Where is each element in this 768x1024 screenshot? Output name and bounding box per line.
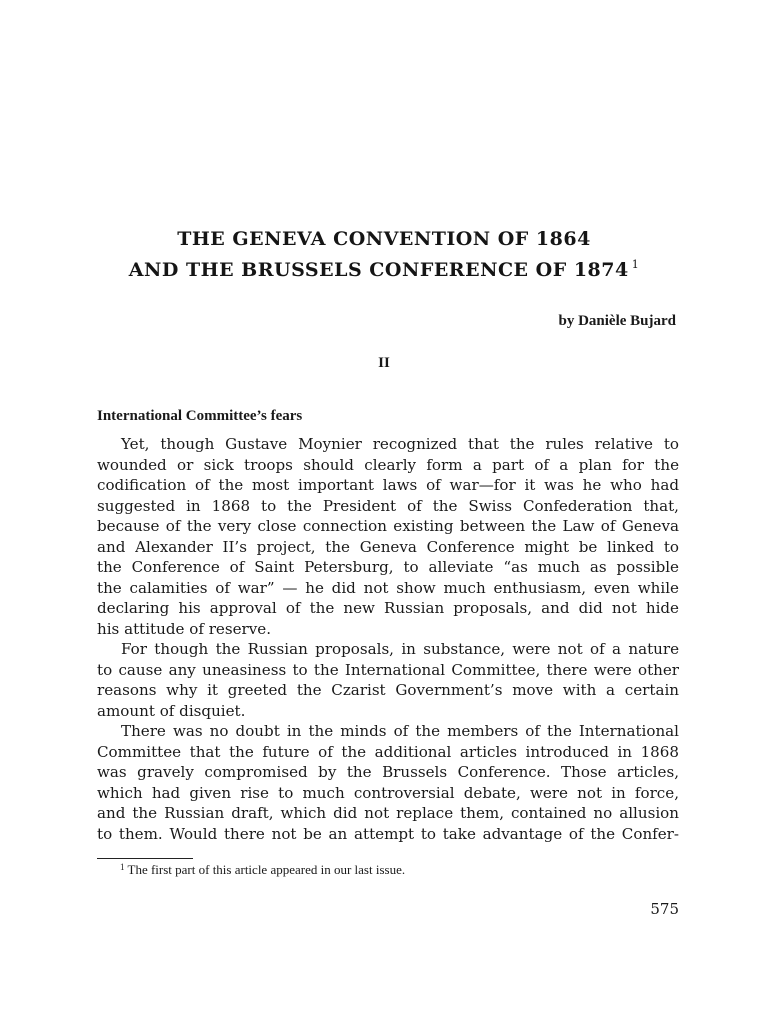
paragraph-2 — [97, 639, 679, 721]
title-footnote-marker: 1 — [631, 258, 640, 271]
paragraph-line: and the Russian draft, which did not replace them, contained no allusion — [97, 804, 679, 822]
paragraph-line: declaring his approval of the new Russian proposals, and did not hide — [97, 599, 679, 617]
title-line-1-text: THE GENEVA CONVENTION OF 1864 — [177, 228, 591, 250]
title-line-2-text: AND THE BRUSSELS CONFERENCE OF 1874 — [128, 259, 629, 281]
paragraph-1 — [97, 434, 679, 639]
paragraph-line: Yet, though Gustave Moynier recognized that the rules relative to — [121, 435, 679, 453]
paragraph-line: was gravely compromised by the Brussels Conference. Those articles, — [97, 763, 679, 781]
paragraph-line: wounded or sick troops should clearly form a part of a plan for the — [97, 455, 679, 474]
paragraph-line: reasons why it greeted the Czarist Government’s move with a certain — [97, 681, 679, 699]
paragraph-line: codification of the most important laws of war—for it was he who had — [97, 476, 679, 494]
paragraph-line: and Alexander II’s project, the Geneva Conference might be linked to — [97, 537, 679, 556]
author-byline: by Danièle Bujard — [558, 313, 676, 329]
body-text — [97, 434, 679, 844]
article-title-line-2 — [0, 252, 768, 283]
page-number: 575 — [650, 900, 679, 918]
paragraph-line: For though the Russian proposals, in substance, were not of a nature — [121, 640, 679, 658]
paragraph-line: which had given rise to much controversial debate, were not in force, — [97, 783, 679, 802]
paragraph-line: the Conference of Saint Petersburg, to alleviate “as much as possible — [97, 558, 679, 576]
paragraph-line: because of the very close connection existing between the Law of Geneva — [97, 517, 679, 535]
paragraph-line: suggested in 1868 to the President of the Swiss Confederation that, — [97, 496, 679, 515]
paragraph-line: Committee that the future of the additional articles introduced in 1868 — [97, 742, 679, 761]
paragraph-line: to cause any uneasiness to the International Committee, there were other — [97, 660, 679, 679]
part-number: II — [378, 355, 390, 371]
footnote-divider — [97, 858, 193, 859]
paragraph-line: amount of disquiet. — [97, 701, 246, 720]
footnote-marker: 1 — [120, 862, 125, 872]
paragraph-line: the calamities of war” — he did not show much enthusiasm, even while — [97, 578, 679, 597]
paragraph-line: There was no doubt in the minds of the members of the International — [121, 722, 679, 740]
paragraph-3 — [97, 721, 679, 844]
footnote-text: The first part of this article appeared in our last issue. — [127, 862, 406, 877]
paragraph-line: his attitude of reserve. — [97, 619, 271, 638]
paragraph-line: to them. Would there not be an attempt to take advantage of the Confer- — [97, 824, 679, 843]
footnote — [120, 862, 405, 878]
article-title-line-1 — [0, 226, 768, 252]
section-heading: International Committee’s fears — [97, 408, 303, 424]
